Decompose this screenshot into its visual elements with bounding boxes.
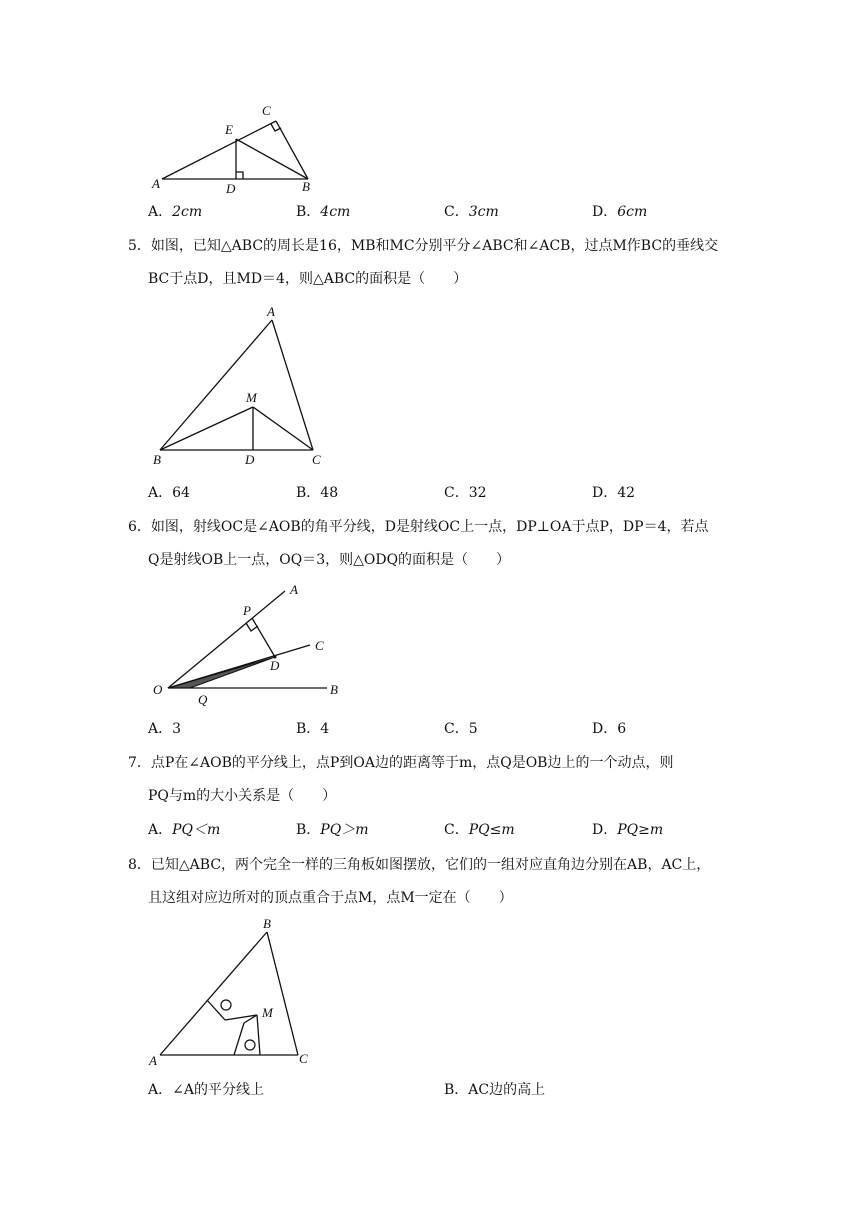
q8-circle-upper (221, 1000, 231, 1010)
q8-stem-line2: 且这组对应边所对的顶点重合于点M，点M一定在（ ） (148, 890, 513, 906)
q8-label-c: C (299, 1051, 308, 1066)
q6-option-d[interactable]: D．6 (592, 721, 627, 737)
q5-option-a[interactable]: A．64 (148, 485, 190, 501)
q6-label-p: P (243, 603, 251, 618)
q4-label-b: B (302, 179, 310, 194)
q8-triangle (160, 932, 298, 1055)
q4-option-d[interactable]: D．6cm (592, 204, 648, 220)
q5-option-b[interactable]: B．48 (296, 485, 339, 501)
q4-label-c: C (262, 103, 271, 118)
q6-option-c[interactable]: C．5 (444, 721, 478, 737)
q8-set-square-upper (207, 1000, 257, 1020)
q8-label-a: A (149, 1053, 157, 1068)
q6-option-b[interactable]: B．4 (296, 721, 330, 737)
q5-option-c[interactable]: C．32 (444, 485, 487, 501)
q5-label-a: A (267, 304, 275, 319)
q6-label-a: A (290, 582, 298, 597)
q8-option-b[interactable]: B．AC边的高上 (444, 1082, 546, 1098)
q6-label-d: D (270, 658, 280, 673)
q6-stem-line1: 6．如图，射线OC是∠AOB的角平分线，D是射线OC上一点，DP⊥OA于点P，DP＝4，若点 (128, 519, 709, 535)
q4-label-d: D (226, 181, 236, 196)
q5-figure (145, 300, 345, 470)
q4-option-b[interactable]: B．4cm (296, 204, 351, 220)
q5-label-m: M (246, 390, 257, 405)
q8-label-b: B (263, 916, 271, 931)
q5-label-d: D (245, 452, 255, 467)
q6-stem-line2: Q是射线OB上一点，OQ＝3，则△ODQ的面积是（ ） (148, 552, 511, 568)
q5-label-b: B (153, 452, 161, 467)
q6-option-a[interactable]: A．3 (148, 721, 182, 737)
q8-figure (145, 912, 335, 1072)
q7-option-a[interactable]: A．PQ＜m (148, 822, 221, 838)
q5-label-c: C (312, 452, 321, 467)
q4-option-a[interactable]: A．2cm (148, 204, 203, 220)
q7-stem-line2: PQ与m的大小关系是（ ） (148, 788, 337, 804)
q8-option-a[interactable]: A．∠A的平分线上 (148, 1082, 264, 1098)
q5-stem-line1: 5．如图，已知△ABC的周长是16，MB和MC分别平分∠ABC和∠ACB，过点M作BC的垂线交 (128, 238, 719, 254)
q8-label-m: M (262, 1005, 273, 1020)
q8-circle-lower (245, 1040, 255, 1050)
q7-option-c[interactable]: C．PQ≤m (444, 822, 515, 838)
q4-triangle (162, 121, 308, 179)
q5-stem-line2: BC于点D，且MD＝4，则△ABC的面积是（ ） (148, 271, 468, 287)
q4-figure (140, 100, 320, 195)
q7-option-d[interactable]: D．PQ≥m (592, 822, 664, 838)
q7-option-b[interactable]: B．PQ＞m (296, 822, 369, 838)
q7-stem-line1: 7．点P在∠AOB的平分线上，点P到OA边的距离等于m，点Q是OB边上的一个动点，则 (128, 755, 674, 771)
q6-label-c: C (315, 638, 324, 653)
q6-figure (145, 578, 355, 708)
q8-stem-line1: 8．已知△ABC，两个完全一样的三角板如图摆放，它们的一组对应直角边分别在AB，AC上， (128, 857, 711, 873)
q5-triangle (160, 320, 313, 450)
q6-label-o: O (153, 682, 163, 697)
q4-label-e: E (225, 122, 233, 137)
q6-label-b: B (330, 682, 338, 697)
q4-label-a: A (152, 176, 160, 191)
q6-label-q: Q (198, 692, 208, 707)
q5-option-d[interactable]: D．42 (592, 485, 636, 501)
q4-option-c[interactable]: C．3cm (444, 204, 499, 220)
